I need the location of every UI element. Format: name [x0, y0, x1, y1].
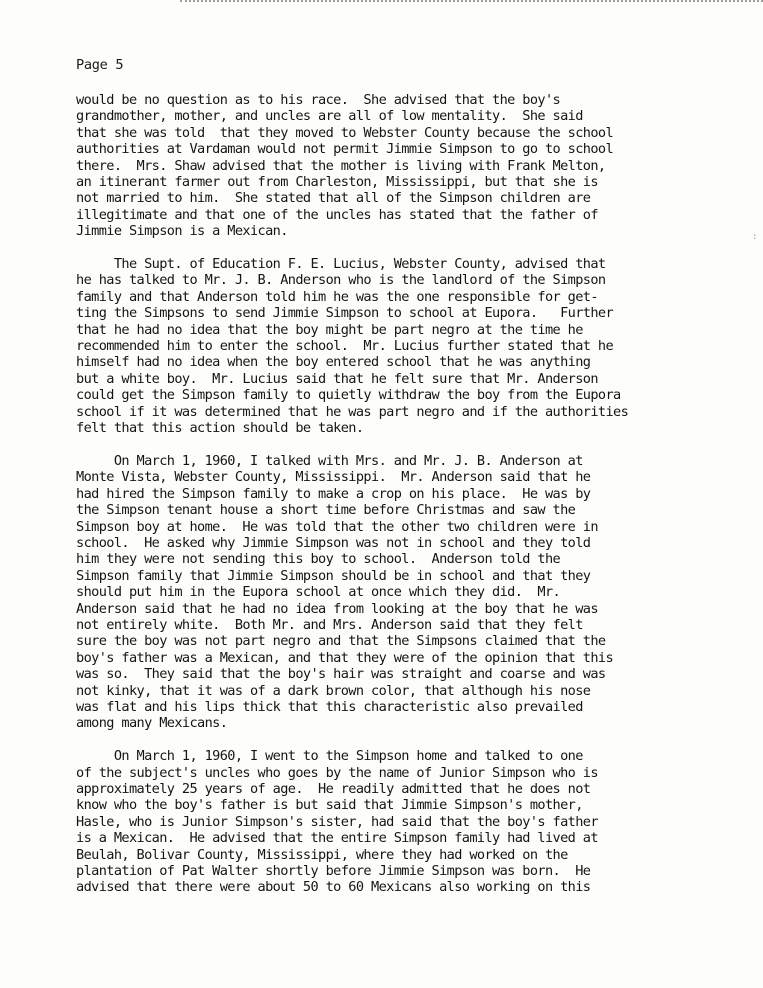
paragraph-1 — [76, 92, 756, 240]
text-line: had hired the Simpson family to make a crop on his place. He was by — [76, 485, 591, 502]
text-line: family and that Anderson told him he was the one responsible for get- — [76, 288, 598, 305]
text-line: Anderson said that he had no idea from looking at the boy that he was — [76, 600, 598, 617]
text-line: boy's father was a Mexican, and that they were of the opinion that this — [76, 649, 614, 666]
text-line: approximately 25 years of age. He readily admitted that he does not — [76, 781, 591, 798]
text-line: school if it was determined that he was part negro and if the authorities — [76, 403, 629, 420]
paragraph-3 — [76, 453, 756, 732]
text-line: not kinky, that it was of a dark brown color, that although his nose — [76, 682, 591, 699]
text-line: plantation of Pat Walter shortly before Jimmie Simpson was born. He — [76, 863, 591, 880]
text-line: know who the boy's father is but said that Jimmie Simpson's mother, — [76, 797, 583, 814]
paragraph-4 — [76, 748, 756, 896]
text-line: grandmother, mother, and uncles are all of low mentality. She said — [76, 108, 583, 125]
text-line: himself had no idea when the boy entered school that he was anything — [76, 354, 591, 371]
text-line: is a Mexican. He advised that the entire Simpson family had lived at — [76, 830, 598, 847]
text-line: could get the Simpson family to quietly withdraw the boy from the Eupora — [76, 387, 621, 404]
text-line: among many Mexicans. — [76, 715, 228, 732]
text-line: should put him in the Eupora school at once which they did. Mr. — [76, 584, 561, 601]
text-line: illegitimate and that one of the uncles has stated that the father of — [76, 206, 598, 223]
text-line: him they were not sending this boy to school. Anderson told the — [76, 551, 561, 568]
text-line: Hasle, who is Junior Simpson's sister, had said that the boy's father — [76, 813, 598, 830]
text-line: felt that this action should be taken. — [76, 420, 364, 437]
text-line: sure the boy was not part negro and that the Simpsons claimed that the — [76, 633, 606, 650]
text-line: he has talked to Mr. J. B. Anderson who is the landlord of the Simpson — [76, 272, 606, 289]
text-line: not married to him. She stated that all of the Simpson children are — [76, 190, 591, 207]
text-line: Simpson family that Jimmie Simpson should be in school and that they — [76, 567, 591, 584]
text-line: Monte Vista, Webster County, Mississippi. Mr. Anderson said that he — [76, 469, 591, 486]
typed-body-text — [76, 92, 756, 912]
text-line: was flat and his lips thick that this characteristic also prevailed — [76, 699, 583, 715]
scan-margin-mark: : — [752, 232, 758, 242]
text-line: but a white boy. Mr. Lucius said that he felt sure that Mr. Anderson — [76, 370, 598, 387]
text-line: that she was told that they moved to Webster County because the school — [76, 124, 614, 141]
text-line: authorities at Vardaman would not permit Jimmie Simpson to go to school — [76, 141, 614, 158]
text-line: The Supt. of Education F. E. Lucius, Webster County, advised that — [76, 256, 606, 273]
text-line: Jimmie Simpson is a Mexican. — [76, 223, 288, 240]
text-line: was so. They said that the boy's hair was straight and coarse and was — [76, 666, 606, 683]
text-line: an itinerant farmer out from Charleston, Mississippi, but that she is — [76, 174, 598, 191]
text-line: recommended him to enter the school. Mr. Lucius further stated that he — [76, 338, 614, 355]
text-line: not entirely white. Both Mr. and Mrs. Anderson said that they felt — [76, 616, 583, 633]
text-line: there. Mrs. Shaw advised that the mother is living with Frank Melton, — [76, 157, 606, 174]
text-line: of the subject's uncles who goes by the name of Junior Simpson who is — [76, 764, 598, 781]
text-line: that he had no idea that the boy might be part negro at the time he — [76, 321, 583, 338]
text-line: the Simpson tenant house a short time before Christmas and saw the — [76, 502, 576, 519]
text-line: would be no question as to his race. She advised that the boy's — [76, 92, 561, 108]
text-line: advised that there were about 50 to 60 Mexicans also working on this — [76, 879, 591, 896]
paragraph-2 — [76, 256, 756, 436]
text-line: school. He asked why Jimmie Simpson was not in school and they told — [76, 534, 591, 551]
text-line: Simpson boy at home. He was told that the other two children were in — [76, 518, 598, 535]
text-line: On March 1, 1960, I went to the Simpson home and talked to one — [76, 748, 583, 765]
text-line: On March 1, 1960, I talked with Mrs. and Mr. J. B. Anderson at — [76, 452, 583, 469]
text-line: Beulah, Bolivar County, Mississippi, where they had worked on the — [76, 846, 568, 863]
scan-edge-dots — [180, 0, 763, 4]
page-number: Page 5 — [76, 57, 124, 73]
text-line: ting the Simpsons to send Jimmie Simpson to school at Eupora. Further — [76, 305, 614, 322]
